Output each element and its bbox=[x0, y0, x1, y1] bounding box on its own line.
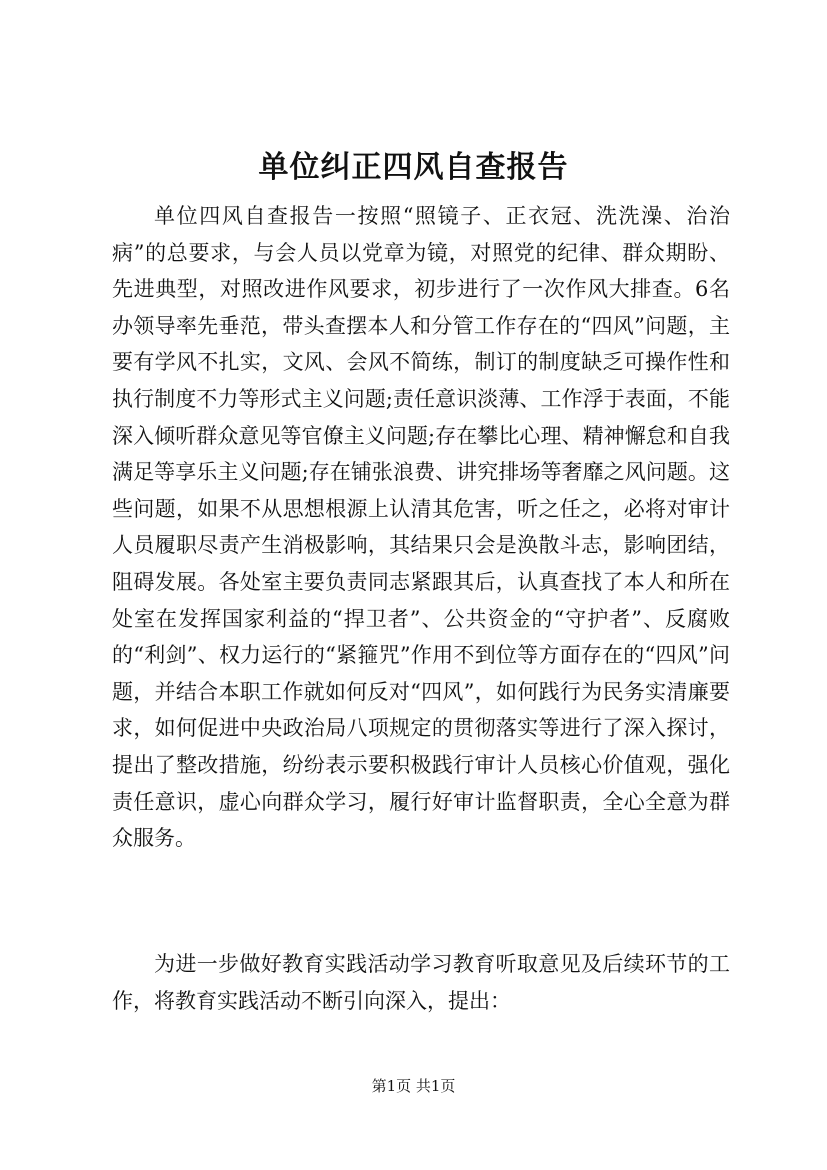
document-title: 单位纠正四风自查报告 bbox=[258, 150, 569, 185]
body-paragraph: 为进一步做好教育实践活动学习教育听取意见及后续环节的工作，将教育实践活动不断引向深入，提出： bbox=[112, 952, 730, 1013]
body-paragraph: 单位四风自查报告一按照“照镜子、正衣冠、洗洗澡、治治病”的总要求，与会人员以党章为镜，对照党的纪律、群众期盼、先进典型，对照改进作风要求，初步进行了一次作风大排查。6名办领导率先垂范，带头查摆本人和分管工作存在的“四风”问题，主要有学风不扎实，文风、会风不简练，制订的制度缺乏可操作性和执行制度不力等形式主义问题;责任意识淡薄、工作浮于表面，不能深入倾听群众意见等官僚主义问题;存在攀比心理、精神懈怠和自我满足等享乐主义问题;存在铺张浪费、讲究排场等奢靡之风问题。这些问题，如果不从思想根源上认清其危害，听之任之，必将对审计人员履职尽责产生消极影响，其结果只会是涣散斗志，影响团结，阻碍发展。各处室主要负责同志紧跟其后，认真查找了本人和所在处室在发挥国家利益的“捍卫者”、公共资金的“守护者”、反腐败的“利剑”、权力运行的“紧箍咒”作用不到位等方面存在的“四风”问题，并结合本职工作就如何反对“四风”，如何践行为民务实清廉要求，如何促进中央政治局八项规定的贯彻落实等进行了深入探讨，提出了整改措施，纷纷表示要积极践行审计人员核心价值观，强化责任意识，虚心向群众学习，履行好审计监督职责，全心全意为群众服务。 bbox=[112, 204, 730, 851]
page-number-footer: 第1页 共1页 bbox=[371, 1077, 456, 1095]
